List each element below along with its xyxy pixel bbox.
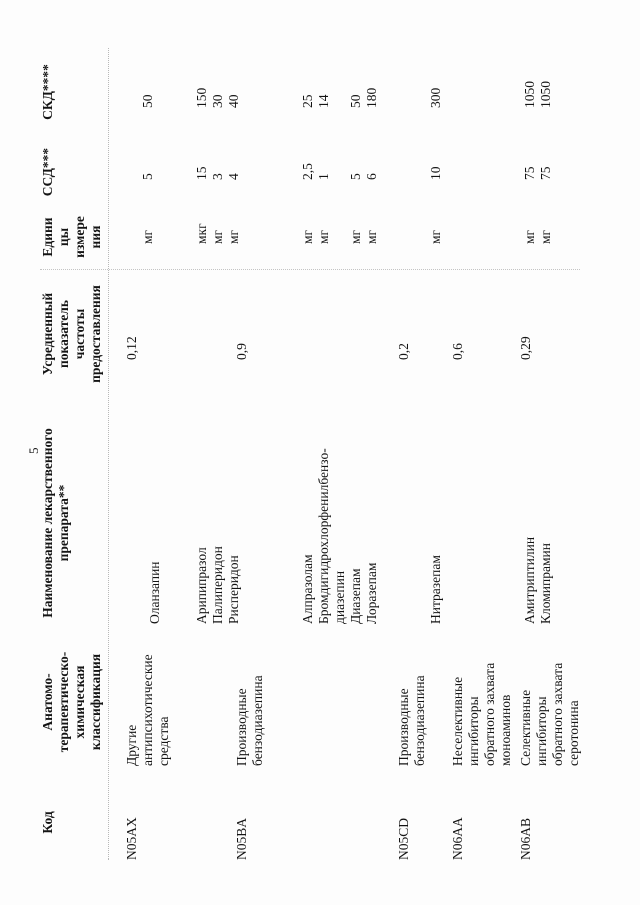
drug-unit: мг [428, 229, 443, 244]
drug-ssd: 4 [226, 173, 241, 180]
drug-skd: 50 [348, 94, 363, 108]
header-drug: Наименование лекарственного препарата** [40, 428, 71, 618]
freq-n05ax: 0,12 [124, 336, 139, 360]
drug-name: Кломипрамин [538, 543, 553, 624]
drug-ssd: 2,5 [300, 163, 315, 180]
drug-table [20, 20, 580, 860]
drug-unit: мг [210, 229, 225, 244]
drug-name: Арипипразол [194, 547, 209, 624]
drug-name: Оланзапин [147, 561, 162, 624]
drug-ssd: 75 [538, 166, 553, 180]
drug-ssd: 5 [140, 173, 155, 180]
drug-skd: 1050 [538, 81, 553, 108]
drug-unit: мг [300, 229, 315, 244]
drug-skd: 25 [300, 94, 315, 108]
drug-name: Рисперидон [226, 555, 241, 624]
code-n06ab: N06AB [518, 817, 533, 860]
drug-unit: мкг [194, 223, 209, 244]
drug-ssd: 6 [364, 173, 379, 180]
drug-unit: мг [522, 229, 537, 244]
header-atc: Анатомо- терапевтическо- химическая классификация [40, 651, 103, 753]
drug-unit: мг [140, 229, 155, 244]
column-rule [40, 269, 580, 270]
freq-n06aa: 0,6 [450, 343, 465, 360]
drug-ssd: 1 [316, 173, 331, 180]
drug-skd: 300 [428, 87, 443, 108]
drug-name: Бромдигидрохлорфенилбензо- диазепин [316, 448, 347, 624]
drug-unit: мг [226, 229, 241, 244]
drug-name: Амитриптилин [522, 536, 537, 624]
atc-n05cd: Производные бензодиазепина [396, 675, 427, 766]
code-n05ax: N05AX [124, 817, 139, 860]
drug-unit: мг [538, 229, 553, 244]
atc-n05ax: Другие антипсихотические средства [124, 654, 171, 766]
atc-n06aa: Неселективные ингибиторы обратного захвата моноаминов [450, 662, 513, 766]
drug-name: Палиперидон [210, 546, 225, 624]
drug-name: Лоразепам [364, 562, 379, 624]
drug-unit: мг [348, 229, 363, 244]
drug-name: Диазепам [348, 568, 363, 624]
page-number: 5 [26, 447, 41, 454]
freq-n06ab: 0,29 [518, 336, 533, 360]
drug-ssd: 15 [194, 166, 209, 180]
atc-n05ba: Производные бензодиазепина [234, 675, 265, 766]
drug-name: Алпразолам [300, 554, 315, 624]
drug-unit: мг [364, 229, 379, 244]
drug-skd: 30 [210, 94, 225, 108]
drug-ssd: 10 [428, 166, 443, 180]
code-n05ba: N05BA [234, 817, 249, 860]
drug-ssd: 75 [522, 166, 537, 180]
drug-skd: 180 [364, 87, 379, 108]
drug-skd: 40 [226, 94, 241, 108]
drug-skd: 1050 [522, 81, 537, 108]
drug-skd: 14 [316, 94, 331, 108]
header-code: Код [40, 811, 55, 834]
code-n06aa: N06AA [450, 817, 465, 860]
drug-ssd: 3 [210, 173, 225, 180]
freq-n05cd: 0,2 [396, 343, 411, 360]
drug-skd: 150 [194, 87, 209, 108]
drug-skd: 50 [140, 94, 155, 108]
header-skd: СКД**** [40, 64, 55, 120]
drug-unit: мг [316, 229, 331, 244]
header-unit: Едини цы измере ния [40, 216, 103, 258]
freq-n05ba: 0,9 [234, 343, 249, 360]
code-n05cd: N05CD [396, 817, 411, 860]
atc-n06ab: Селективные ингибиторы обратного захвата серотонина [518, 662, 581, 766]
header-frequency: Усредненный показатель частоты предоставления [40, 285, 103, 383]
header-rule [108, 48, 109, 860]
drug-name: Нитразепам [428, 555, 443, 624]
header-ssd: ССД*** [40, 147, 55, 197]
drug-ssd: 5 [348, 173, 363, 180]
